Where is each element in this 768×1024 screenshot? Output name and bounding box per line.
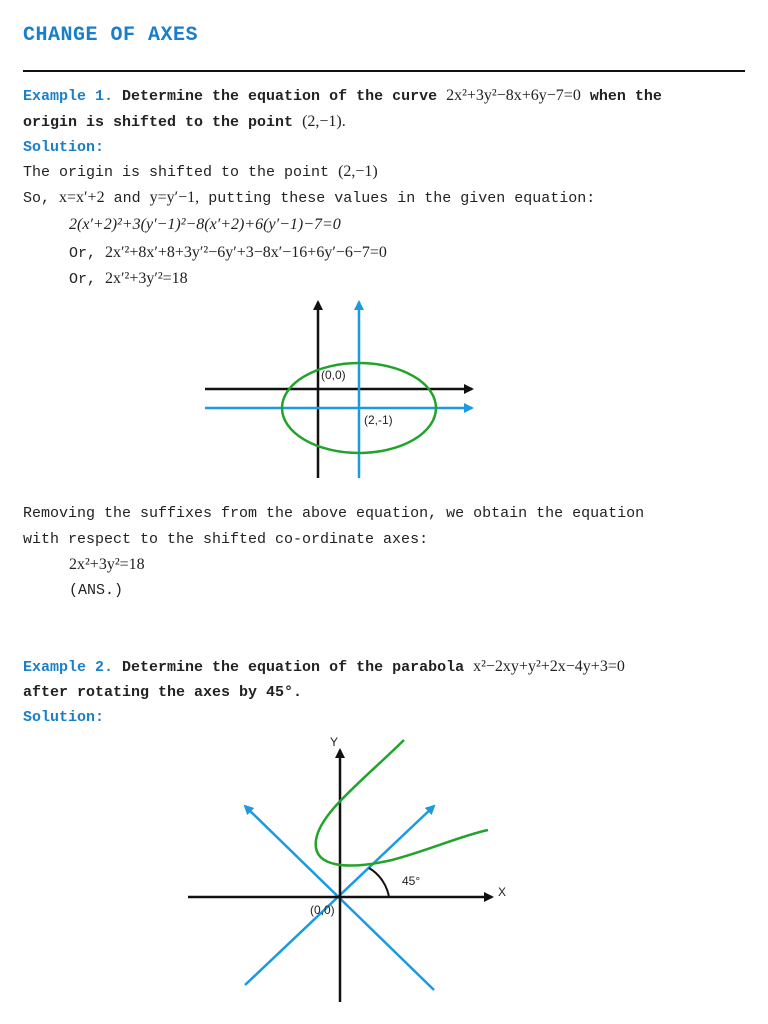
- example-2-parabola-equation: x²−2xy+y²+2x−4y+3=0: [473, 658, 625, 675]
- expanded-equation: 2x′²+8x′+8+3y′²−6y′+3−8x′−16+6y′−6−7=0: [105, 244, 387, 261]
- title-divider: [23, 70, 745, 72]
- solution-and: and: [113, 190, 141, 207]
- example-1-solution-label: Solution:: [23, 139, 105, 156]
- final-equation-line: [69, 556, 145, 574]
- substitution-x: x=x′+2: [59, 189, 105, 206]
- parabola-curve: [316, 740, 488, 865]
- example-1-question-text: Determine the equation of the curve: [122, 88, 438, 105]
- removing-line-1: Removing the suffixes from the above equation, we obtain the equation: [23, 505, 645, 522]
- example-2-label: Example 2.: [23, 659, 114, 676]
- equation-line-3: [69, 270, 188, 288]
- removing-line-2: with respect to the shifted co-ordinate axes:: [23, 531, 429, 548]
- equation-line-1: [69, 216, 341, 234]
- rotated-axes-figure: [0, 728, 768, 1018]
- solution-line-1: [23, 163, 378, 181]
- example-1-curve-equation: 2x²+3y²−8x+6y−7=0: [446, 87, 581, 104]
- origin-label: (0,0): [310, 903, 335, 917]
- or-label: Or,: [69, 271, 97, 288]
- or-label: Or,: [69, 245, 97, 262]
- angle-arc: [369, 868, 389, 897]
- solution-text: The origin is shifted to the point: [23, 164, 330, 181]
- substituted-equation: 2(x′+2)²+3(y′−1)²−8(x′+2)+6(y′−1)−7=0: [69, 216, 341, 233]
- shifted-origin-label: (2,-1): [364, 413, 393, 427]
- original-origin-label: (0,0): [321, 368, 346, 382]
- example-1-label: Example 1.: [23, 88, 114, 105]
- page-title: CHANGE OF AXES: [23, 24, 199, 47]
- substitution-y: y=y′−1,: [149, 189, 200, 206]
- y-axis-label: Y: [330, 735, 339, 749]
- equation-line-2: [69, 244, 387, 262]
- example-1-question-line-2: [23, 113, 346, 131]
- example-2-question-text: Determine the equation of the parabola: [122, 659, 465, 676]
- example-1-question-text-3: origin is shifted to the point: [23, 114, 294, 131]
- simplified-equation: 2x′²+3y′²=18: [105, 270, 188, 287]
- example-2-question-line-2: after rotating the axes by 45°.: [23, 684, 303, 701]
- example-1-question-text-2: when the: [589, 88, 662, 105]
- answer-label: (ANS.): [69, 582, 124, 599]
- example-2-solution-label: Solution:: [23, 709, 105, 726]
- solution-line-2: [23, 189, 595, 207]
- final-equation: 2x²+3y²=18: [69, 556, 145, 573]
- example-1-question-line-1: [23, 87, 662, 105]
- solution-so: So,: [23, 190, 51, 207]
- example-1-point: (2,−1).: [302, 113, 346, 130]
- angle-label: 45°: [402, 874, 421, 888]
- x-axis-label: X: [498, 885, 507, 899]
- shifted-axes-figure: [0, 290, 768, 490]
- example-2-question-line-1: [23, 658, 625, 676]
- solution-putting-text: putting these values in the given equation:: [208, 190, 596, 207]
- shift-point: (2,−1): [338, 163, 378, 180]
